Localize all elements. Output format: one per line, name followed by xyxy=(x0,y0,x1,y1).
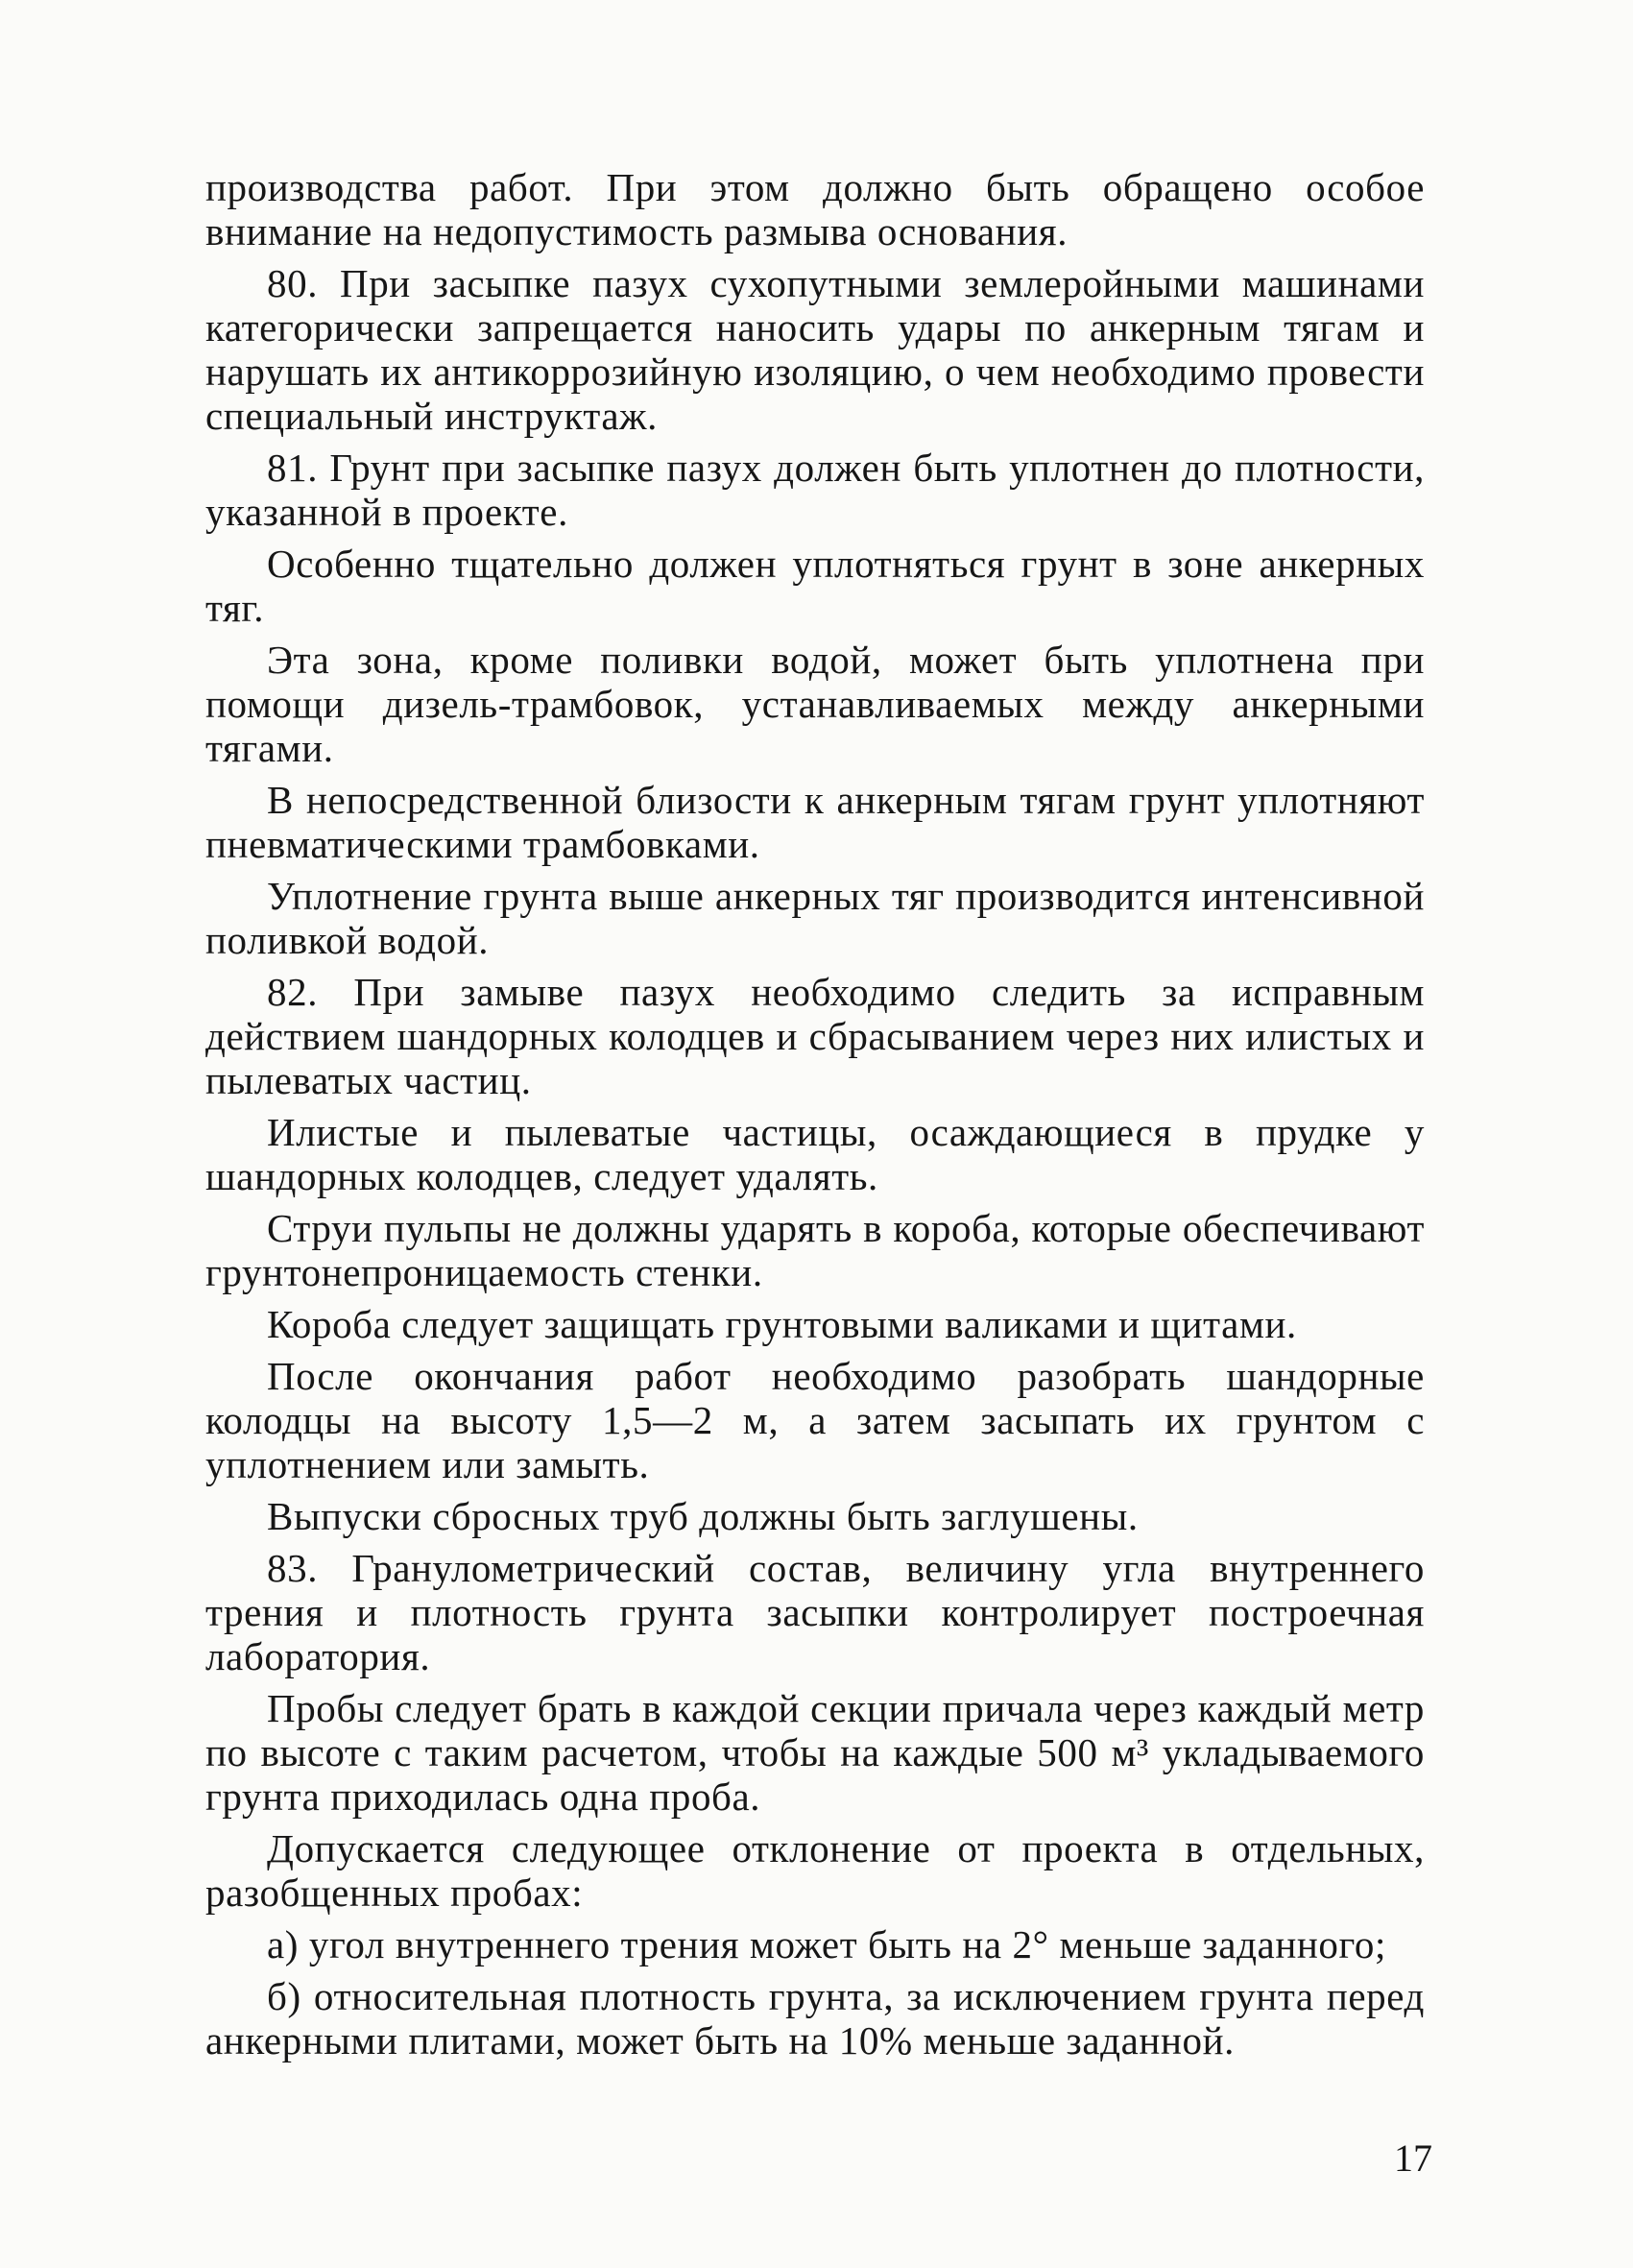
page-number: 17 xyxy=(1394,2136,1432,2180)
paragraph: Допускается следующее отклонение от проекта в отдельных, разобщенных пробах: xyxy=(205,1826,1425,1915)
paragraph: Пробы следует брать в каждой секции причала через каждый метр по высоте с таким расчетом, чтобы на каждые 500 м³ укладываемого грунта приходилась одна проба. xyxy=(205,1686,1425,1819)
paragraph-item-80: 80. При засыпке пазух сухопутными землеройными машинами категорически запрещается наносить удары по анкерным тягам и нарушать их антикоррозийную изоляцию, о чем необходимо провести специальный инструктаж. xyxy=(205,261,1425,438)
list-item-b: б) относительная плотность грунта, за исключением грунта перед анкерными плитами, может быть на 10% меньше заданной. xyxy=(205,1974,1425,2063)
body-text xyxy=(205,165,1425,2070)
paragraph: После окончания работ необходимо разобрать шандорные колодцы на высоту 1,5—2 м, а затем засыпать их грунтом с уплотнением или замыть. xyxy=(205,1354,1425,1486)
paragraph: Уплотнение грунта выше анкерных тяг производится интенсивной поливкой водой. xyxy=(205,874,1425,962)
list-item-a: а) угол внутреннего трения может быть на 2° меньше заданного; xyxy=(267,1922,1387,1966)
paragraph: Эта зона, кроме поливки водой, может быть уплотнена при помощи дизель-трамбовок, устанавливаемых между анкерными тягами. xyxy=(205,638,1425,770)
paragraph: Короба следует защищать грунтовыми валиками и щитами. xyxy=(267,1302,1297,1346)
paragraph: Особенно тщательно должен уплотняться грунт в зоне анкерных тяг. xyxy=(205,542,1425,630)
paragraph: производства работ. При этом должно быть обращено особое внимание на недопустимость размыва основания. xyxy=(205,165,1425,253)
paragraph: Струи пульпы не должны ударять в короба, которые обеспечивают грунтонепроницаемость стенки. xyxy=(205,1206,1425,1294)
paragraph: Выпуски сбросных труб должны быть заглушены. xyxy=(267,1494,1139,1538)
paragraph-item-81: 81. Грунт при засыпке пазух должен быть уплотнен до плотности, указанной в проекте. xyxy=(205,446,1425,534)
paragraph-item-83: 83. Гранулометрический состав, величину угла внутреннего трения и плотность грунта засыпки контролирует построечная лаборатория. xyxy=(205,1546,1425,1678)
paragraph-item-82: 82. При замыве пазух необходимо следить за исправным действием шандорных колодцев и сбрасыванием через них илистых и пылеватых частиц. xyxy=(205,970,1425,1102)
paragraph: Илистые и пылеватые частицы, осаждающиеся в прудке у шандорных колодцев, следует удалять. xyxy=(205,1110,1425,1198)
paragraph: В непосредственной близости к анкерным тягам грунт уплотняют пневматическими трамбовками. xyxy=(205,778,1425,866)
